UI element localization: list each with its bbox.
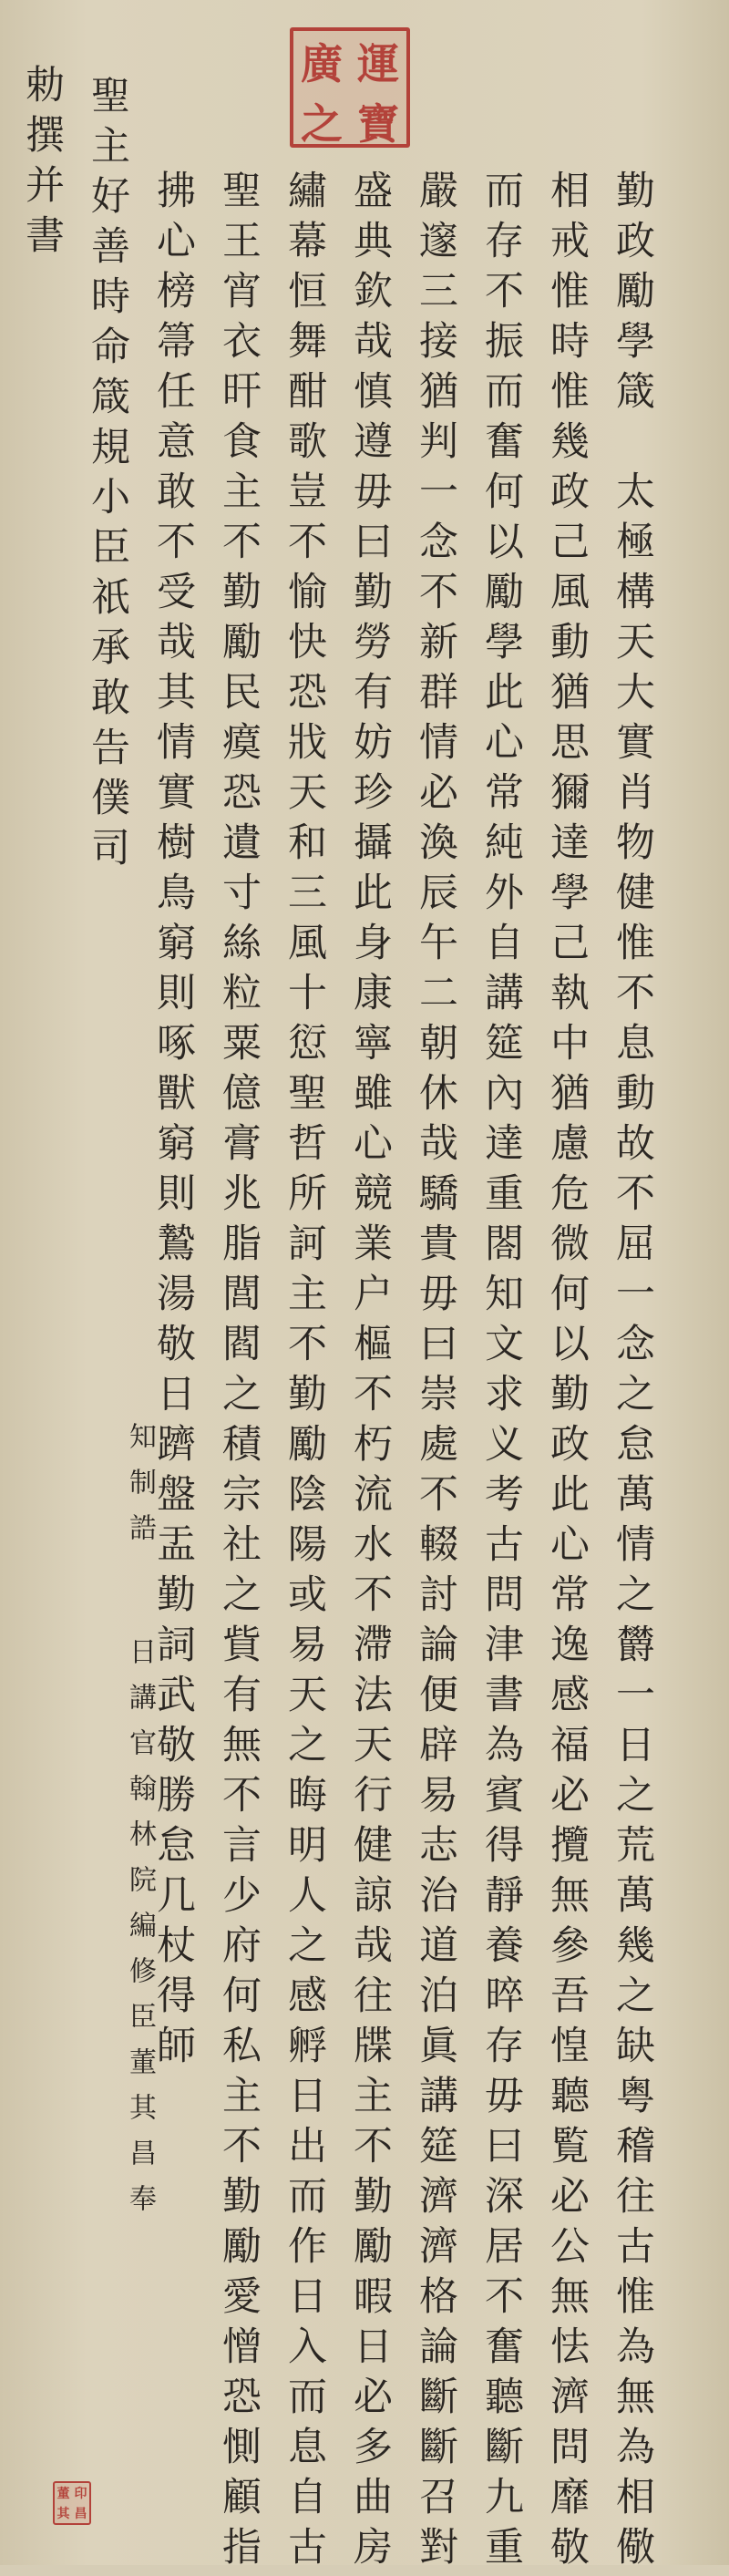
signature-title-column: 知制誥	[124, 1422, 156, 1559]
collector-seal-stamp	[53, 2481, 91, 2525]
seal-char: 昌	[74, 2507, 87, 2521]
seal-char: 董	[56, 2487, 70, 2501]
seal-char: 其	[56, 2507, 70, 2521]
text-column-2: 相戒惟時惟幾政己風動猶思獮達學己執中猶慮危微何以勤政此心常逸感福必攬無參吾惶聽覧必公無怯濟問靡敬	[544, 170, 590, 2576]
text-column-4: 嚴邃三接猶判一念不新群情必渙辰午二朝休哉驕貴毋曰崇處不輟討論便辟易志治道泊眞講筵濟濟格論斷斷召對	[413, 170, 458, 2576]
signature-author-column: 日講官翰林院編修臣董其昌奉	[124, 1637, 156, 2230]
seal-char: 之	[301, 99, 343, 149]
seal-char: 寶	[357, 99, 399, 149]
text-column-7: 聖王宵衣旰食主不勤勵民瘼恐遺寸絲粒粟億膏兆脂閭閻之積宗社之貲有無不言少府何私主不勤勵愛憎恐惻顧指	[216, 170, 262, 2576]
text-column-6: 繡幕恒舞酣歌豈不愉快恐戕天和三風十愆聖哲所訶主不勤勵陰陽或易天之晦明人之感孵日出而作日入而息自古	[282, 170, 327, 2576]
seal-char: 廣	[301, 39, 343, 88]
text-column-1: 勤政勵學箴 太極構天大實肖物健惟不息動故不屈一念之怠萬情之欝一日之荒萬幾之缺粤稽往古惟為無為相儆	[610, 170, 655, 2576]
text-column-8: 拂心榜箒任意敢不受哉其情實樹鳥窮則啄獸窮則鷙湯敬日躋盤盂勤詞武敬勝怠几杖得師	[150, 170, 196, 2075]
seal-char: 印	[74, 2487, 87, 2501]
text-column-5: 盛典欽哉慎遵毋曰勤勞有妨珍攝此身康寧雖心競業户樞不朽流水不滯法天行健諒哉往牒主不勤勵暇日必多曲房	[347, 170, 393, 2576]
text-column-3: 而存不振而奮何以勵學此心常純外自講筵內達重閤知文求义考古問津書為賓得靜養晬存毋曰深居不奮聽斷九重	[478, 170, 524, 2576]
text-column-9: 聖主好善時命箴規小臣祇承敢告僕司	[85, 75, 130, 877]
seal-char: 運	[357, 39, 399, 88]
text-column-10: 勅撰并書	[19, 64, 65, 264]
imperial-seal-stamp	[290, 27, 410, 148]
